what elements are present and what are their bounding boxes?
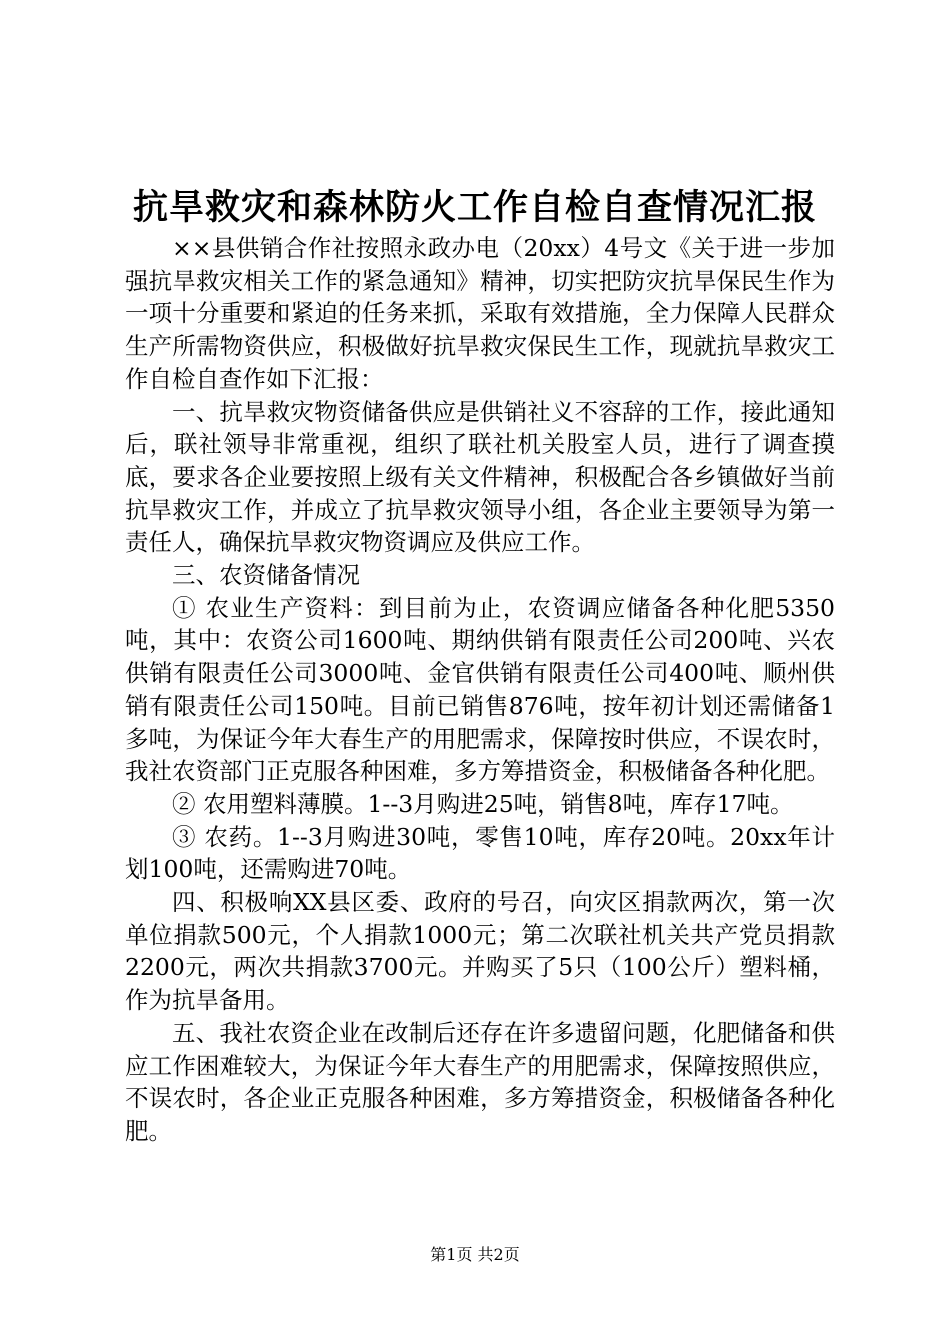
document-title: 抗旱救灾和森林防火工作自检自查情况汇报 bbox=[132, 187, 817, 228]
section-one-paragraph: 一、抗旱救灾物资储备供应是供销社义不容辞的工作，接此通知后，联社领导非常重视，组织了联社机关股室人员，进行了调查摸底，要求各企业要按照上级有关文件精神，积极配合各乡镇做好当前抗旱救灾工作，并成立了抗旱救灾领导小组，各企业主要领导为第一责任人，确保抗旱救灾物资调应及供应工作。 bbox=[125, 397, 835, 557]
section-three-heading: 三、农资储备情况 bbox=[172, 561, 360, 590]
plastic-film-paragraph: ② 农用塑料薄膜。1--3月购进25吨，销售8吨，库存17吨。 bbox=[172, 789, 794, 818]
page-number-footer: 第1页 共2页 bbox=[430, 1245, 520, 1264]
document-body bbox=[125, 232, 835, 1148]
section-five-paragraph: 五、我社农资企业在改制后还存在许多遗留问题，化肥储备和供应工作困难较大，为保证今年大春生产的用肥需求，保障按照供应，不误农时，各企业正克服各种困难，多方筹措资金，积极储备各种化肥。 bbox=[125, 1018, 835, 1145]
pesticide-paragraph: ③ 农药。1--3月购进30吨，零售10吨，库存20吨。20xx年计划100吨，还需购进70吨。 bbox=[125, 822, 835, 884]
section-four-paragraph: 四、积极响XX县区委、政府的号召，向灾区捐款两次，第一次单位捐款500元，个人捐款1000元；第二次联社机关共产党员捐款2200元，两次共捐款3700元。并购买了5只（100公斤）塑料桶，作为抗旱备用。 bbox=[125, 888, 835, 1015]
fertilizer-paragraph: ① 农业生产资料：到目前为止，农资调应储备各种化肥5350吨，其中：农资公司1600吨、期纳供销有限责任公司200吨、兴农供销有限责任公司3000吨、金官供销有限责任公司400吨、顺州供销有限责任公司150吨。目前已销售876吨，按年初计划还需储备1多吨，为保证今年大春生产的用肥需求，保障按时供应，不误农时，我社农资部门正克服各种困难，多方筹措资金，积极储备各种化肥。 bbox=[125, 593, 835, 786]
intro-paragraph: ××县供销合作社按照永政办电（20xx）4号文《关于进一步加强抗旱救灾相关工作的紧急通知》精神，切实把防灾抗旱保民生作为一项十分重要和紧迫的任务来抓，采取有效措施，全力保障人民群众生产所需物资供应，积极做好抗旱救灾保民生工作，现就抗旱救灾工作自检自查作如下汇报： bbox=[125, 234, 835, 393]
